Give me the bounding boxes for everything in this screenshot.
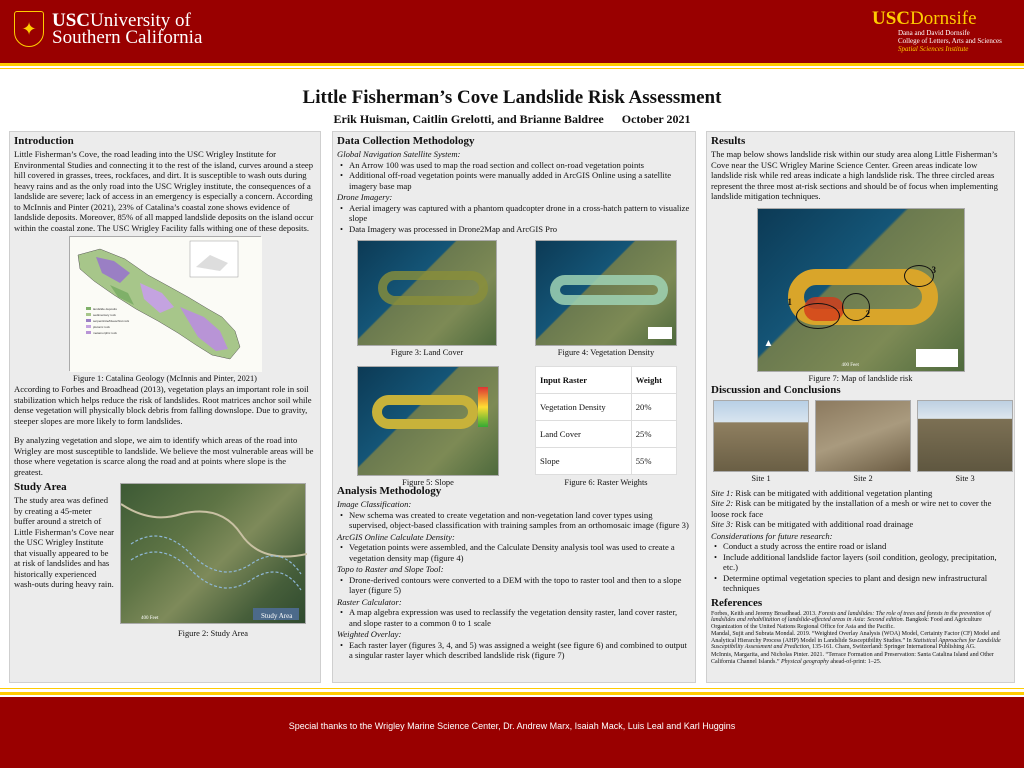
fig1-legend-1: landslide deposits <box>93 307 117 311</box>
geology-map-svg <box>70 237 262 372</box>
drone-item: • Aerial imagery was captured with a phantom quadcopter drone in a cross-hatch pattern to visualize slope <box>337 203 691 224</box>
intro-paragraph-3: By analyzing vegetation and slope, we aim to identify which areas of the road into Wrigley are most susceptible to landslide. We believe the most vulnerable areas will be those where vegetation is scarce along the road and at points where slope is the greatest. <box>14 435 314 477</box>
ref1-italic: Forests and landslides: The role of trees and forests in the prevention of landslides and rehabilitation of landslide-affected areas in Asia: Second edition. <box>711 610 991 624</box>
figure-3-caption: Figure 3: Land Cover <box>390 348 464 357</box>
table-row <box>536 394 677 421</box>
ref3-italic: Physical geography <box>780 658 829 665</box>
classification-subheading: Image Classification: <box>337 499 412 509</box>
figure-5-slope <box>357 366 499 476</box>
figure-2-study-area-map <box>120 483 306 624</box>
future-item: • Conduct a study across the entire road or island <box>711 541 1010 552</box>
reference-2 <box>711 631 1010 651</box>
study-area-heading: Study Area <box>14 481 67 493</box>
site-2-photo <box>815 400 911 472</box>
classification-item: • New schema was created to create vegetation and non-vegetation land cover types using supervised, object-based classification with training samples from an orthomosaic image (figure 3) <box>337 510 691 531</box>
study-area-svg <box>121 484 307 625</box>
site-1-conclusion-label: Site 1: <box>711 487 734 498</box>
weights-cell: 25% <box>631 421 676 448</box>
footer-bar <box>0 697 1024 768</box>
weights-header-input: Input Raster <box>536 367 632 394</box>
calc-subheading: Raster Calculator: <box>337 596 402 607</box>
intro-paragraph-1: Little Fisherman’s Cove, the road leading into the USC Wrigley Institute for Environmental Studies and connecting it to the rest of the island, curves around a steep hill covered in grasses, trees, rockfaces, and dirt. It is susceptible to wash outs during heavy rains and as the only road into the USC Wrigley institute, the consequences of a landslide are severe; lack of access in an emergency is especially a concern. According to McInnis and Pinter (2021), 23% of Catalina’s coastal zone shows evidence of landslide deposits. Moreover, 85% of all mapped landslide deposits on the island occur within the coastal zone. The USC Wrigley Facility falls withing one of these deposits. <box>14 149 314 233</box>
drone-subheading: Drone Imagery: <box>337 192 393 202</box>
ref2-plain: Mandal, Sujit and Subrata Mondal. 2019. “Weighted Overlay Analysis (WOA) Model, Certainty Factor (CF) Model and Analytical Hierarchy Process (AHP) Model in Landslide Susceptibility Studies.” In <box>711 631 1000 644</box>
weights-cell: Land Cover <box>536 421 632 448</box>
classification-list <box>337 510 691 531</box>
figure-6-raster-weights-table <box>535 366 677 475</box>
site-photos <box>711 398 1010 488</box>
site-2-conclusion-text: Risk can be mitigated by the installation of a mesh or wire net to cover the loose rock face <box>711 498 992 519</box>
overlay-item: • Each raster layer (figures 3, 4, and 5) was assigned a weight (see figure 6) and combined to output a singular raster layer which described landslide risk (figure 7) <box>337 640 691 661</box>
dornsife-wordmark: Dornsife <box>910 8 977 29</box>
drone-list <box>337 203 691 235</box>
reference-1 <box>711 611 1010 631</box>
data-collection-heading: Data Collection Methodology <box>337 135 475 147</box>
future-research-subheading: Considerations for future research: <box>711 530 833 541</box>
poster-date: October 2021 <box>621 112 691 126</box>
figure-4-caption: Figure 4: Vegetation Density <box>557 348 655 357</box>
figure-6-caption: Figure 6: Raster Weights <box>564 478 648 487</box>
ref1-end: Bangkok: Food and Agriculture Organization of the United Nations Regional Office for Asia and the Pacific. <box>711 617 982 630</box>
risk-site-1-circle <box>796 303 840 329</box>
weights-cell: 20% <box>631 394 676 421</box>
dornsife-logo <box>872 9 1008 53</box>
header-gold-thin-stripe <box>0 68 1024 69</box>
figure-1-caption: Figure 1: Catalina Geology (McInnis and Pinter, 2021) <box>73 374 257 383</box>
future-item: • Include additional landslide factor layers (soil condition, geology, precipitation, etc.) <box>711 552 1010 573</box>
topo-list <box>337 575 691 596</box>
weights-cell: Slope <box>536 448 632 475</box>
column-methodology <box>332 131 696 683</box>
drone-item: • Data Imagery was processed in Drone2Map and ArcGIS Pro <box>337 224 691 235</box>
fig2-legend: Study Area <box>261 612 293 620</box>
fig1-legend-5: metamorphic rock <box>93 331 117 335</box>
results-text: The map below shows landslide risk within our study area along Little Fisherman’s Cove near the USC Wrigley Marine Science Center. Green areas indicate low landslide risk while red areas indicate a high landslide risk. The three circled areas represent the three most at-risk sections and should be of focus when implementing landslide mitigation techniques. <box>711 149 998 201</box>
fig2-scale: 400 Feet <box>141 616 159 621</box>
ref2-end: 135-161. Cham, Switzerland: Springer International Publishing AG. <box>812 644 976 651</box>
weights-header-weight: Weight <box>631 367 676 394</box>
risk-site-3-circle <box>904 265 934 287</box>
title-block <box>0 87 1024 127</box>
header-gold-stripe <box>0 63 1024 66</box>
site-1-label: Site 1 <box>751 473 771 483</box>
poster-title: Little Fisherman’s Cove Landslide Risk Assessment <box>302 87 722 108</box>
site-3-label: Site 3 <box>955 473 975 483</box>
risk-label-3: 3 <box>931 264 936 275</box>
references-heading: References <box>711 596 763 609</box>
footer-gold-stripe <box>0 692 1024 695</box>
calc-item: • A map algebra expression was used to reclassify the vegetation density raster, land cover raster, and slope raster to a common 0 to 1 scale <box>337 607 691 628</box>
poster-authors: Erik Huisman, Caitlin Grelotti, and Brianne Baldree <box>333 112 604 126</box>
risk-label-1: 1 <box>787 296 792 307</box>
fig7-scale: 400 Feet <box>841 362 859 368</box>
density-subheading: ArcGIS Online Calculate Density: <box>337 531 455 542</box>
figure-7-caption: Figure 7: Map of landslide risk <box>808 373 913 383</box>
north-arrow-icon: ▲ <box>763 337 774 349</box>
column-results <box>706 131 1015 683</box>
site-1-conclusion <box>711 488 1010 499</box>
dornsife-line2: College of Letters, Arts and Sciences <box>898 37 1002 45</box>
intro-heading: Introduction <box>14 135 74 147</box>
site-2-conclusion <box>711 498 1010 519</box>
footer-gold-thin-stripe <box>0 688 1024 689</box>
density-list <box>337 542 691 563</box>
fig7-legend-box <box>916 349 958 367</box>
risk-label-2: 2 <box>865 308 870 319</box>
column-introduction <box>9 131 321 683</box>
references-list <box>711 611 1010 666</box>
weights-cell: Vegetation Density <box>536 394 632 421</box>
dornsife-usc: USC <box>872 8 911 29</box>
topo-subheading: Topo to Raster and Slope Tool: <box>337 564 444 574</box>
usc-shield-icon: ✦ <box>14 11 44 47</box>
figure-7-landslide-risk-map <box>757 208 965 372</box>
figure-3-land-cover <box>357 240 497 346</box>
figure-1-geology-map <box>69 236 261 371</box>
ref2-italic: Statistical Approaches for Landslide Susceptibility Assessment and Prediction, <box>711 637 1001 651</box>
usc-logo <box>14 11 202 47</box>
intro-paragraph-2: According to Forbes and Broadhead (2013), vegetation plays an important role in soil stabilization which helps reduce the risk of landslides. Root matrices anchor soil while dense vegetation will physically block debris from falling downslope. Due to gravity, steeper slopes are more likely to form landslides. <box>14 384 312 426</box>
fig1-legend-3: serpentinite/blueschist rock <box>93 319 130 323</box>
usc-line1: University of <box>90 10 191 31</box>
reference-3 <box>711 652 1010 665</box>
results-heading: Results <box>711 135 746 147</box>
analysis-heading: Analysis Methodology <box>337 485 442 497</box>
ref3-plain: McInnis, Margarita, and Nicholas Pinter. 2021. “Terrace Formation and Preservation: Santa Catalina Island and Other California Channel Islands.” <box>711 652 994 665</box>
topo-item: • Drone-derived contours were converted to a DEM with the topo to raster tool and then to a slope layer (figure 5) <box>337 575 691 596</box>
fig1-legend-2: sedimentary rock <box>93 313 116 317</box>
dornsife-line1: Dana and David Dornsife <box>898 29 970 37</box>
density-item: • Vegetation points were assembled, and the Calculate Density analysis tool was used to create a vegetation density map (figure 4) <box>337 542 691 563</box>
site-3-photo <box>917 400 1013 472</box>
site-2-label: Site 2 <box>853 473 873 483</box>
figure-2-caption: Figure 2: Study Area <box>177 629 249 638</box>
ref3-end: ahead-of-print: 1–25. <box>830 658 882 665</box>
usc-wordmark: USC <box>52 10 91 31</box>
site-2-conclusion-label: Site 2: <box>711 498 734 508</box>
gnss-item: • Additional off-road vegetation points were manually added in ArcGIS Online using a satellite imagery base map <box>337 170 691 191</box>
calc-list <box>337 607 691 628</box>
overlay-list <box>337 640 691 661</box>
table-row <box>536 421 677 448</box>
ref1-plain: Forbes, Keith and Jeremy Broadhead. 2013. <box>711 610 817 617</box>
weights-cell: 55% <box>631 448 676 475</box>
site-1-photo <box>713 400 809 472</box>
usc-line2: Southern California <box>52 27 203 48</box>
poster-authors-line <box>0 112 1024 127</box>
data-figures-grid <box>337 238 691 485</box>
figure-5-caption: Figure 5: Slope <box>402 478 454 487</box>
site-3-conclusion <box>711 519 1010 530</box>
gnss-list <box>337 160 691 192</box>
figure-4-vegetation-density <box>535 240 677 346</box>
dornsife-line3: Spatial Sciences Institute <box>898 45 969 53</box>
site-3-conclusion-text: Risk can be mitigated with additional road drainage <box>733 519 914 529</box>
gnss-subheading: Global Navigation Satellite System: <box>337 149 461 159</box>
fig1-legend-4: plutonic rock <box>93 325 110 329</box>
overlay-subheading: Weighted Overlay: <box>337 629 402 639</box>
study-area-text: The study area was defined by creating a 45-meter buffer around a stretch of Little Fisherman’s Cove near the USC Wrigley Institute that visually appeared to be at risk of landslides and has historically experienced wash-outs during heavy rain. <box>14 495 114 589</box>
future-research-list <box>711 541 1010 594</box>
future-item: • Determine optimal vegetation species to plant and design new infrastructural techniques <box>711 573 1010 594</box>
table-row <box>536 448 677 475</box>
acknowledgements: Special thanks to the Wrigley Marine Science Center, Dr. Andrew Marx, Isaiah Mack, Luis Leal and Karl Huggins <box>288 721 736 731</box>
site-1-conclusion-text: Risk can be mitigated with additional vegetation planting <box>733 487 933 498</box>
gnss-item: • An Arrow 100 was used to map the road section and collect on-road vegetation points <box>337 160 691 171</box>
site-3-conclusion-label: Site 3: <box>711 519 734 529</box>
discussion-heading: Discussion and Conclusions <box>711 383 841 396</box>
